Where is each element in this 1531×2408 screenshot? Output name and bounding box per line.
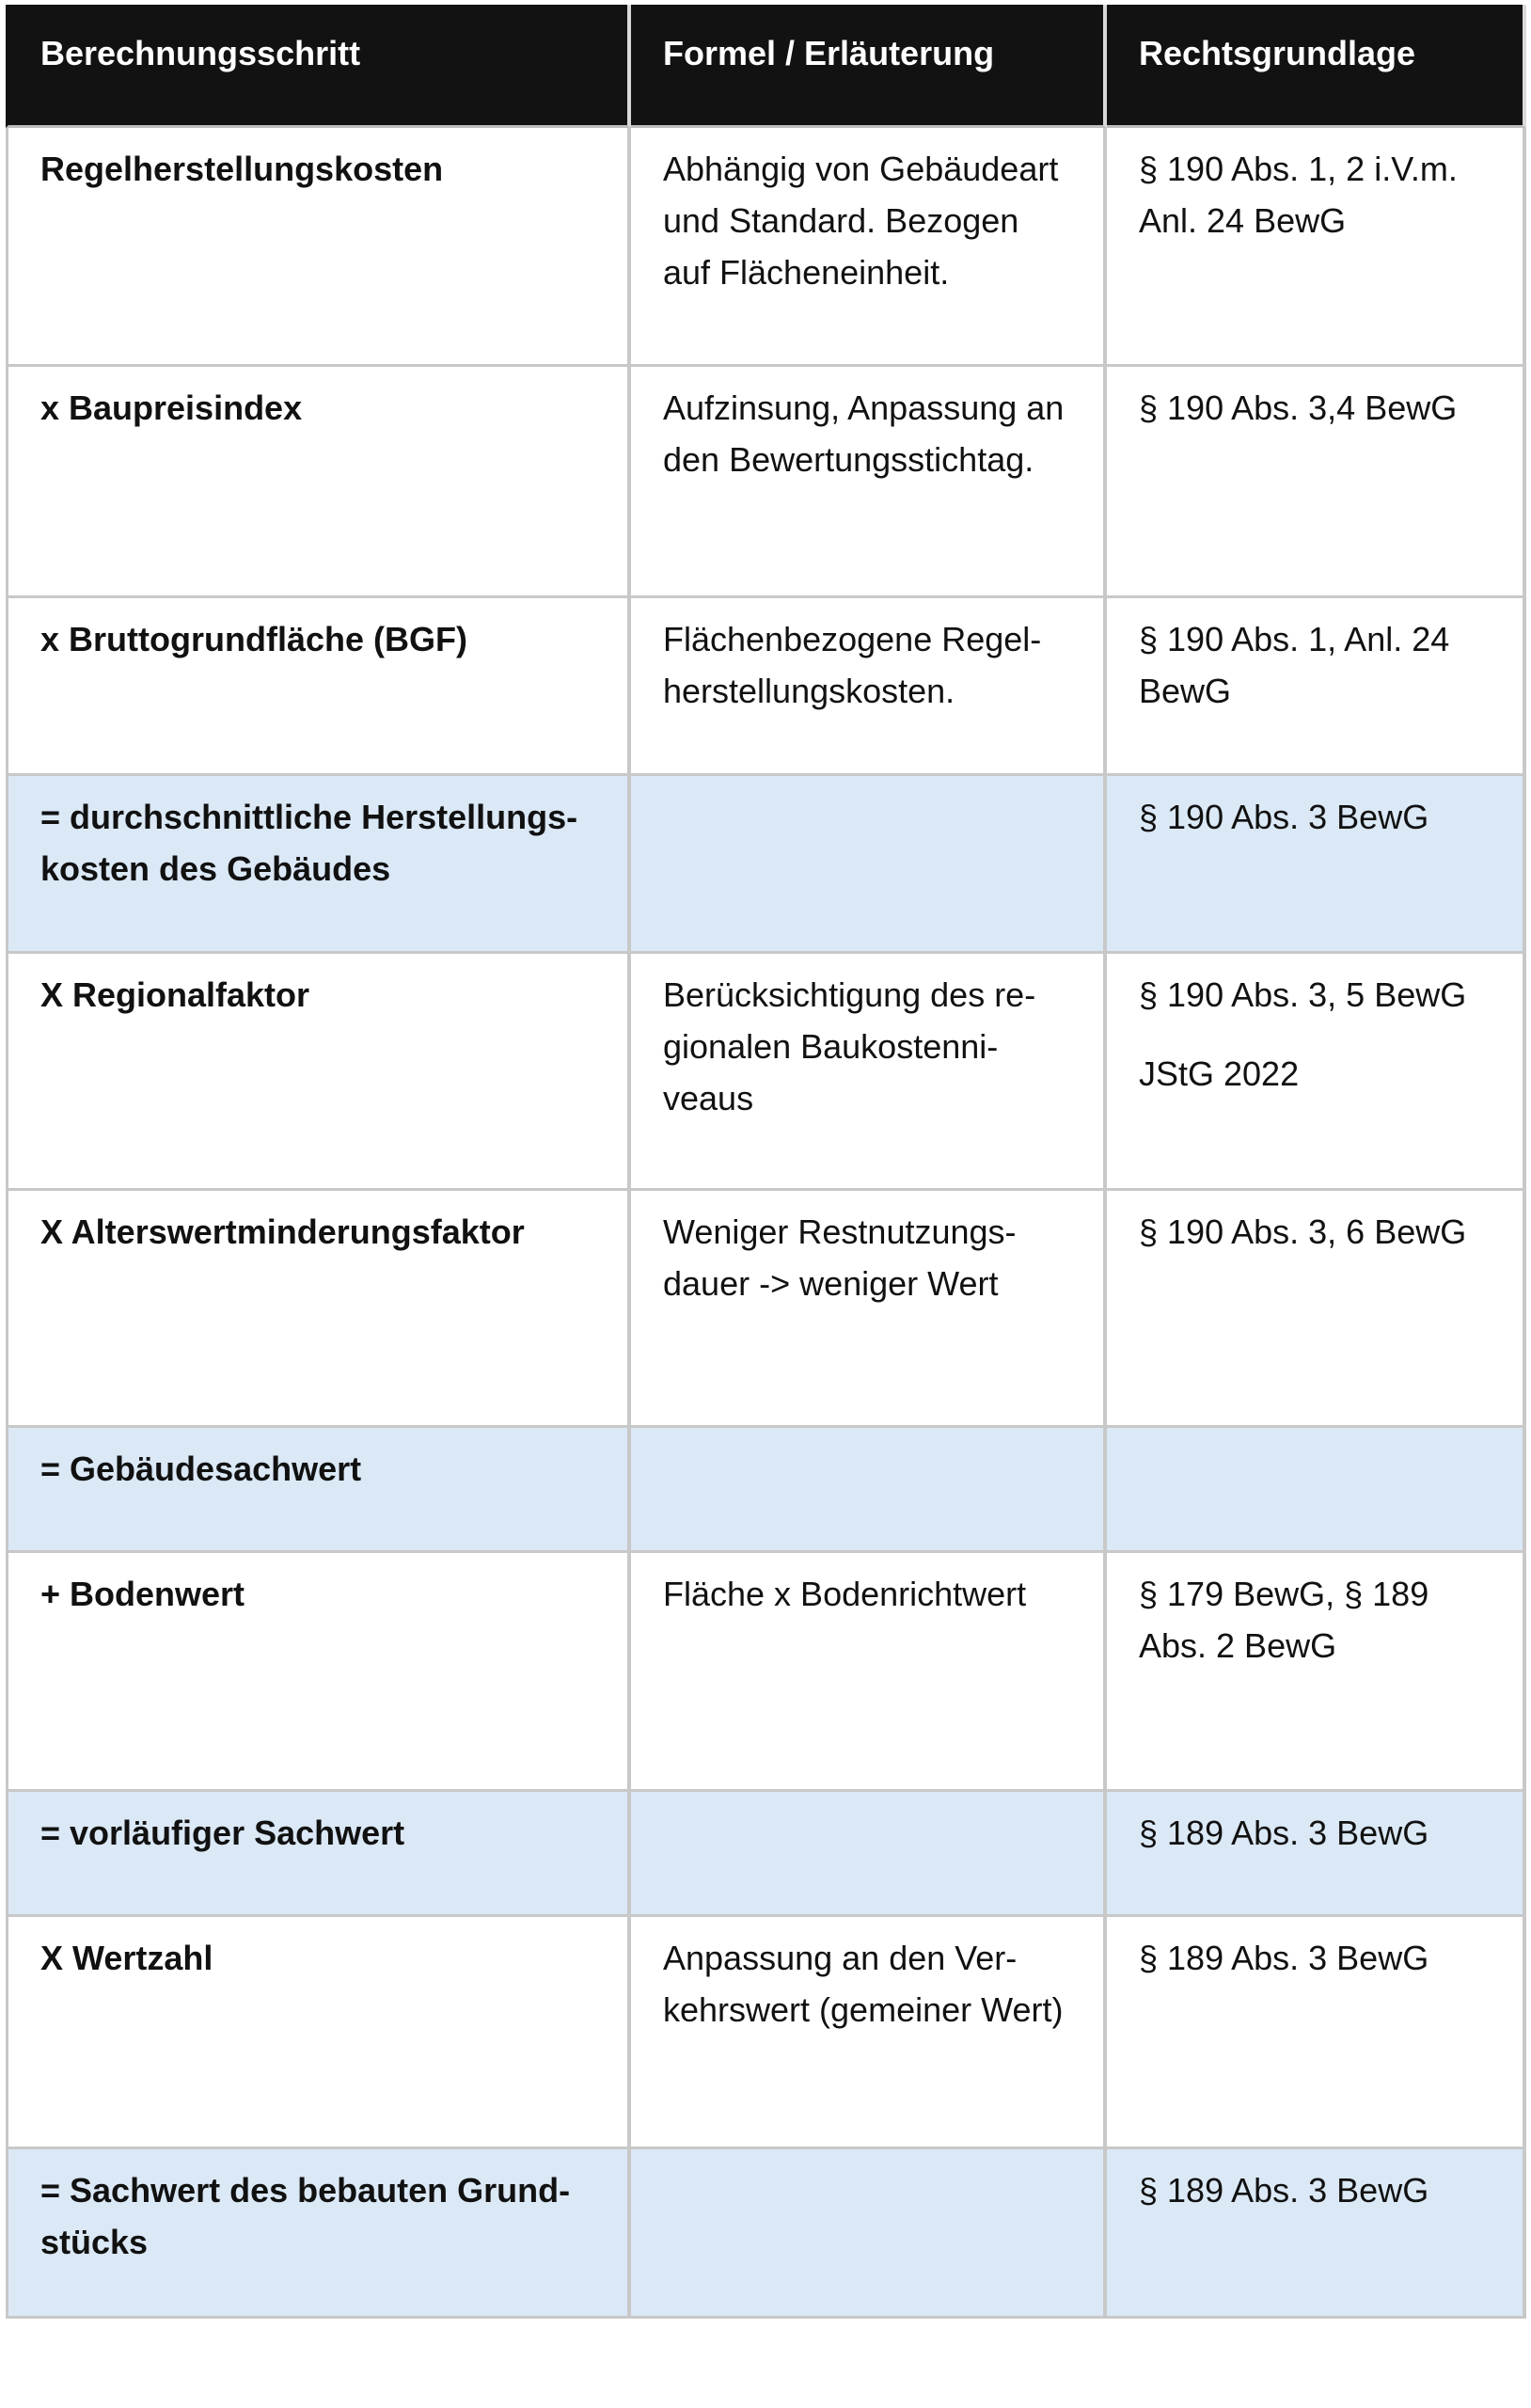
header-rechtsgrundlage: Rechtsgrundlage (1107, 5, 1526, 128)
step-cell: X Regionalfaktor (6, 954, 631, 1191)
table-row-subtotal (6, 1428, 1526, 1553)
sachwert-calculation-table (6, 5, 1526, 2319)
formula-cell (631, 1428, 1107, 1553)
law-cell (1107, 954, 1526, 1191)
header-berechnungsschritt: Berechnungsschritt (6, 5, 631, 128)
calculation-table-container (6, 5, 1526, 2319)
law-line-primary: § 190 Abs. 3, 5 BewG (1139, 975, 1467, 1014)
step-cell: = Sachwert des bebauten Grundstücks (6, 2149, 631, 2319)
step-cell: + Bodenwert (6, 1553, 631, 1792)
law-line-secondary: JStG 2022 (1139, 1054, 1300, 1093)
table-row (6, 598, 1526, 776)
formula-cell: Fläche x Bodenrichtwert (631, 1553, 1107, 1792)
law-spacer (1139, 1021, 1494, 1048)
step-cell: = vorläufiger Sachwert (6, 1792, 631, 1917)
table-row (6, 1553, 1526, 1792)
step-cell: = Gebäudesachwert (6, 1428, 631, 1553)
formula-cell: Flächenbezogene Regelherstellungskosten. (631, 598, 1107, 776)
step-cell: = durchschnittliche Herstellungskosten des Gebäudes (6, 776, 631, 954)
formula-cell: Weniger Restnutzungsdauer -> weniger Wert (631, 1191, 1107, 1428)
table-row (6, 367, 1526, 598)
law-cell (1107, 1428, 1526, 1553)
formula-cell: Anpassung an den Verkehrswert (gemeiner Wert) (631, 1917, 1107, 2149)
formula-cell (631, 776, 1107, 954)
step-cell: x Bruttogrundfläche (BGF) (6, 598, 631, 776)
law-cell: § 189 Abs. 3 BewG (1107, 1792, 1526, 1917)
step-cell: X Wertzahl (6, 1917, 631, 2149)
formula-cell: Abhängig von Gebäudeart und Standard. Bezogen auf Flächeneinheit. (631, 128, 1107, 367)
law-cell: § 190 Abs. 1, 2 i.V.m. Anl. 24 BewG (1107, 128, 1526, 367)
law-cell: § 189 Abs. 3 BewG (1107, 2149, 1526, 2319)
formula-cell (631, 1792, 1107, 1917)
law-cell: § 190 Abs. 3 BewG (1107, 776, 1526, 954)
step-cell: x Baupreisindex (6, 367, 631, 598)
table-row (6, 954, 1526, 1191)
table-row (6, 128, 1526, 367)
formula-cell (631, 2149, 1107, 2319)
table-header-row (6, 5, 1526, 128)
step-cell: X Alterswertminderungsfaktor (6, 1191, 631, 1428)
header-formel-erlaeuterung: Formel / Erläuterung (631, 5, 1107, 128)
table-row-subtotal (6, 1792, 1526, 1917)
table-row-subtotal (6, 776, 1526, 954)
law-cell: § 190 Abs. 1, Anl. 24 BewG (1107, 598, 1526, 776)
table-row-total (6, 2149, 1526, 2319)
step-cell: Regelherstellungskosten (6, 128, 631, 367)
law-cell: § 190 Abs. 3, 6 BewG (1107, 1191, 1526, 1428)
formula-cell: Aufzinsung, Anpassung an den Bewertungsstichtag. (631, 367, 1107, 598)
law-cell: § 190 Abs. 3,4 BewG (1107, 367, 1526, 598)
table-row (6, 1191, 1526, 1428)
law-cell: § 179 BewG, § 189 Abs. 2 BewG (1107, 1553, 1526, 1792)
table-row (6, 1917, 1526, 2149)
formula-cell: Berücksichtigung des regionalen Baukostenniveaus (631, 954, 1107, 1191)
law-cell: § 189 Abs. 3 BewG (1107, 1917, 1526, 2149)
